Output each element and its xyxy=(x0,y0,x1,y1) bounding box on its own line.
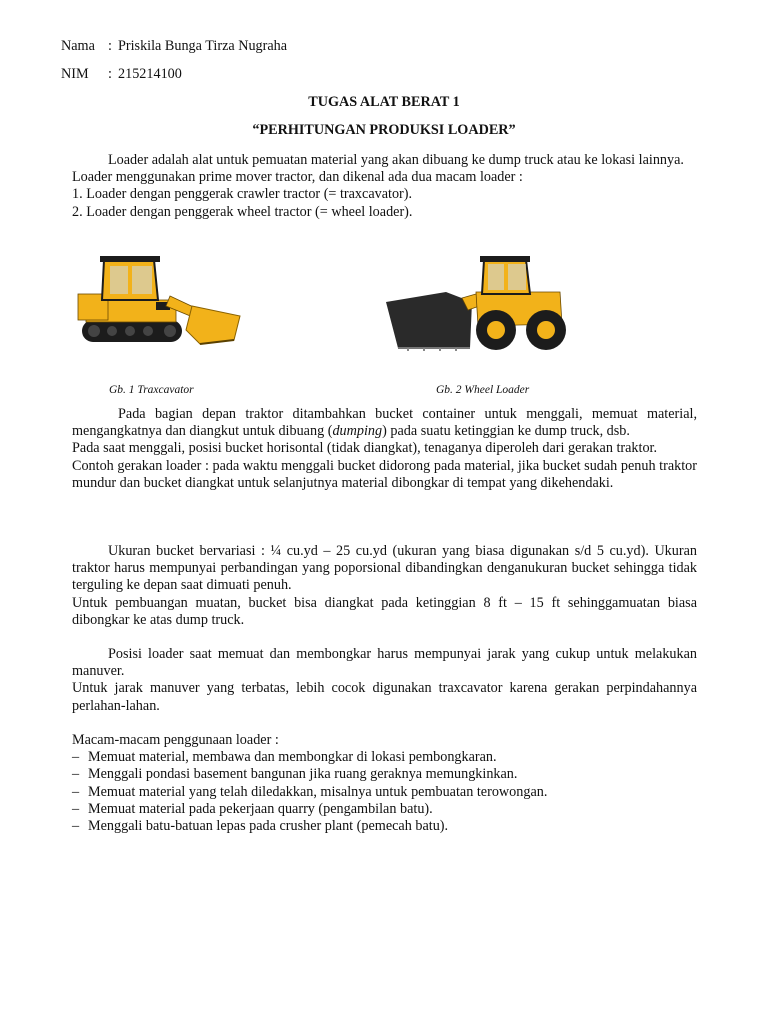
list-dash: – xyxy=(72,749,80,766)
list-item xyxy=(72,749,697,766)
list-item-text: Memuat material yang telah diledakkan, misalnya untuk pembuatan terowongan. xyxy=(88,783,548,800)
paragraph-text: ) pada suatu ketinggian ke dump truck, dsb. xyxy=(382,423,630,440)
list-item-text: Memuat material pada pekerjaan quarry (pengambilan batu). xyxy=(88,800,433,817)
name-value: Priskila Bunga Tirza Nugraha xyxy=(118,38,288,54)
paragraph-bucket-size: Ukuran bucket bervariasi : ¼ cu.yd – 25 cu.yd (ukuran yang biasa digunakan s/d 5 cu.yd). Ukuran traktor harus mempunyai perbandingan yang poporsional dibandingkan denganukuran bucket sehingga tidak terguling ke depan saat dimuati penuh. xyxy=(72,543,697,594)
document-subtitle: “PERHITUNGAN PRODUKSI LOADER” xyxy=(252,122,516,138)
paragraph-bucket-container xyxy=(72,406,697,440)
paragraph-digging-position: Pada saat menggali, posisi bucket horisontal (tidak diangkat), tenaganya diperoleh dari gerakan traktor. xyxy=(72,440,658,457)
dumping-term: dumping xyxy=(332,423,383,440)
list-item xyxy=(72,818,697,835)
nim-separator: : xyxy=(108,66,112,82)
list-item xyxy=(72,801,697,818)
section-loader-uses xyxy=(72,732,697,835)
document-title: TUGAS ALAT BERAT 1 xyxy=(308,94,460,110)
paragraph-text: Pada bagian depan traktor ditambahkan bucket container untuk menggali, memuat material, mengangkatnya dan diangkut untuk dibuang ( xyxy=(72,406,697,440)
nim-label: NIM xyxy=(61,66,89,82)
intro-section xyxy=(72,152,697,221)
list-item-text: Memuat material, membawa dan membongkar di lokasi pembongkaran. xyxy=(88,749,497,766)
wheel-loader-image xyxy=(380,252,570,352)
list-item xyxy=(72,766,697,783)
list-item-text: Menggali batu-batuan lepas pada crusher plant (pemecah batu). xyxy=(88,818,449,835)
section-bucket-usage xyxy=(72,406,697,492)
paragraph-dump-height: Untuk pembuangan muatan, bucket bisa diangkat pada ketinggian 8 ft – 15 ft sehinggamuatan biasa dibongkar ke atas dump truck. xyxy=(72,594,697,628)
name-row xyxy=(61,38,287,55)
list-dash: – xyxy=(72,783,80,800)
uses-heading: Macam-macam penggunaan loader : xyxy=(72,732,279,748)
intro-list-item-1: 1. Loader dengan penggerak crawler tractor (= traxcavator). xyxy=(72,186,413,203)
list-item-text: Menggali pondasi basement bangunan jika ruang geraknya memungkinkan. xyxy=(88,766,518,783)
name-separator: : xyxy=(108,38,112,54)
paragraph-loader-position: Posisi loader saat memuat dan membongkar harus mempunyai jarak yang cukup untuk melakukan manuver. xyxy=(72,646,697,680)
name-label: Nama xyxy=(61,38,95,54)
nim-value: 215214100 xyxy=(118,66,182,82)
figure-1-caption: Gb. 1 Traxcavator xyxy=(109,384,194,396)
paragraph-limited-maneuver: Untuk jarak manuver yang terbatas, lebih cocok digunakan traxcavator karena gerakan perpindahannya perlahan-lahan. xyxy=(72,680,697,714)
list-dash: – xyxy=(72,800,80,817)
list-item xyxy=(72,784,697,801)
figure-2-caption: Gb. 2 Wheel Loader xyxy=(436,384,530,396)
traxcavator-image xyxy=(74,250,244,350)
section-bucket-size xyxy=(72,543,697,629)
paragraph-loader-motion: Contoh gerakan loader : pada waktu menggali bucket didorong pada material, jika bucket sudah penuh traktor mundur dan bucket diangkat untuk selanjutnya material dibongkar di tempat yang dikehendaki. xyxy=(72,457,697,491)
intro-list-item-2: 2. Loader dengan penggerak wheel tractor (= wheel loader). xyxy=(72,203,413,220)
intro-paragraph: Loader adalah alat untuk pemuatan material yang akan dibuang ke dump truck atau ke lokasi lainnya. xyxy=(108,152,684,168)
intro-paragraph-2: Loader menggunakan prime mover tractor, dan dikenal ada dua macam loader : xyxy=(72,169,523,186)
list-dash: – xyxy=(72,818,80,835)
nim-row xyxy=(61,66,182,83)
section-maneuver xyxy=(72,646,697,715)
list-dash: – xyxy=(72,766,80,783)
